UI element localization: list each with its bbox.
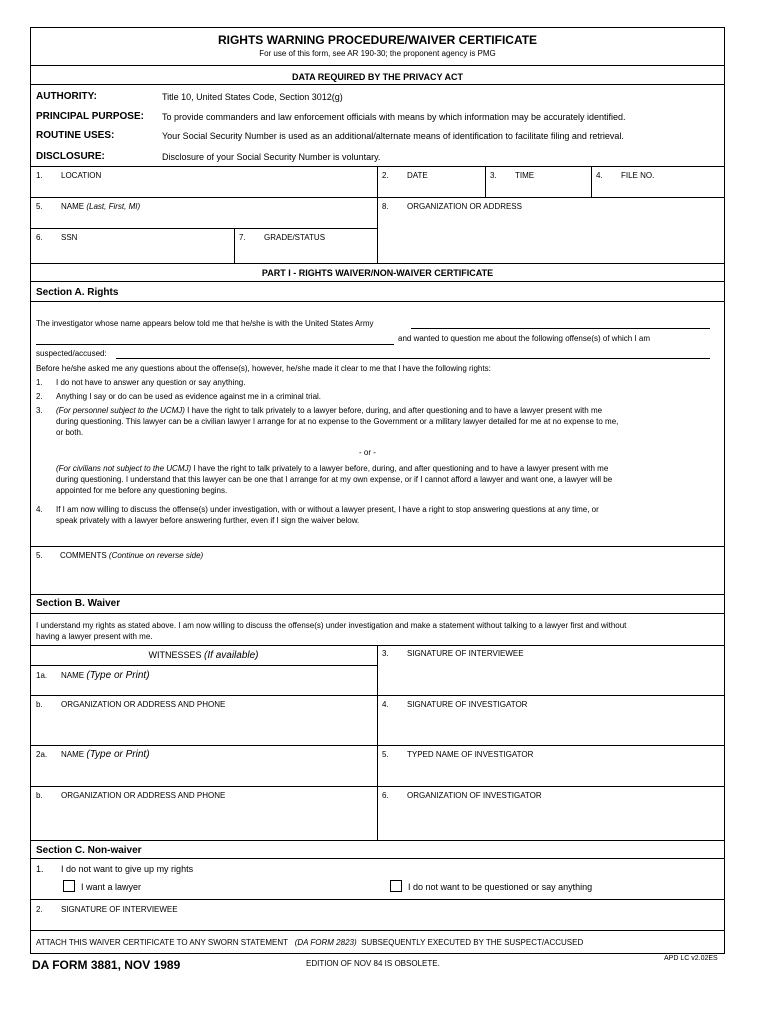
witness1-name-hint: (Type or Print): [86, 670, 150, 681]
field-num: 1.: [36, 864, 44, 874]
divider: [30, 263, 725, 264]
divider: [30, 613, 725, 614]
time-label[interactable]: TIME: [515, 171, 535, 180]
field-num: 2.: [382, 171, 389, 180]
divider: [30, 301, 725, 302]
divider: [30, 594, 725, 595]
nonwaiver-statement: I do not want to give up my rights: [61, 864, 194, 874]
edition-note: EDITION OF NOV 84 IS OBSOLETE.: [306, 959, 440, 968]
field-num: b.: [36, 791, 43, 800]
witness2-name-hint: (Type or Print): [86, 749, 150, 760]
section-b-title: Section B. Waiver: [36, 598, 121, 609]
nonwaiver-signature-label[interactable]: SIGNATURE OF INTERVIEWEE: [61, 905, 178, 914]
privacy-text-purpose: To provide commanders and law enforcement officials with means by which information may be accurately identified.: [162, 112, 626, 122]
name-hint: (Last, First, MI): [86, 202, 141, 211]
section-a-title: Section A. Rights: [36, 287, 119, 298]
grade-status-label[interactable]: GRADE/STATUS: [264, 233, 326, 242]
section-c-title: Section C. Non-waiver: [36, 845, 142, 856]
witness2-org-label[interactable]: ORGANIZATION OR ADDRESS AND PHONE: [61, 791, 226, 800]
divider: [377, 166, 378, 263]
divider: [30, 228, 377, 229]
privacy-header: DATA REQUIRED BY THE PRIVACY ACT: [291, 72, 463, 82]
right-4-line1: If I am now willing to discuss the offense(s) under investigation, with or without a lawyer present, I have a right to stop answering questions at any time, or: [56, 505, 599, 514]
field-num: b.: [36, 700, 43, 709]
civilian-line1: [56, 463, 608, 474]
field-num: 4.: [382, 700, 389, 709]
name-label[interactable]: [61, 202, 140, 211]
want-lawyer-checkbox[interactable]: [63, 880, 75, 892]
divider: [30, 899, 725, 900]
organization-label[interactable]: ORGANIZATION OR ADDRESS: [407, 202, 522, 211]
attach-instruction: [36, 938, 583, 947]
offense-line[interactable]: [116, 358, 710, 359]
civilian-qualifier: (For civilians not subject to the UCMJ): [56, 464, 192, 473]
divider: [30, 840, 725, 841]
right-num: 1.: [36, 378, 43, 387]
intro-continuation-line[interactable]: [36, 344, 394, 345]
part1-header: PART I - RIGHTS WAIVER/NON-WAIVER CERTIFICATE: [261, 268, 494, 278]
right-3-qualifier: (For personnel subject to the UCMJ): [56, 406, 185, 415]
civilian-line2: during questioning. I understand that this lawyer can be one that I arrange for at my own expense, or if I cannot afford a lawyer and want one, a lawyer will be: [56, 475, 613, 484]
name-label-text: NAME: [61, 202, 85, 211]
field-num: 4.: [596, 171, 603, 180]
divider: [234, 228, 235, 263]
section-a-intro3: suspected/accused:: [36, 349, 107, 358]
attach-pre: ATTACH THIS WAIVER CERTIFICATE TO ANY SWORN STATEMENT: [36, 938, 289, 947]
no-questioning-checkbox[interactable]: [390, 880, 402, 892]
right-num: 4.: [36, 505, 43, 514]
field-num: 3.: [490, 171, 497, 180]
divider: [30, 930, 725, 931]
version-tag: APD LC v2.02ES: [664, 955, 718, 962]
right-2: Anything I say or do can be used as evidence against me in a criminal trial.: [56, 392, 322, 401]
attach-form-ref: (DA FORM 2823): [294, 938, 357, 947]
section-a-intro1: The investigator whose name appears below told me that he/she is with the United States Army: [36, 319, 374, 328]
divider: [485, 166, 486, 197]
section-a-intro2: and wanted to question me about the following offense(s) of which I am: [398, 334, 651, 343]
field-num: 7.: [239, 233, 246, 242]
field-num: 8.: [382, 202, 389, 211]
waiver-text2: having a lawyer present with me.: [36, 632, 153, 641]
date-label[interactable]: DATE: [407, 171, 428, 180]
want-lawyer-label: I want a lawyer: [81, 882, 142, 892]
right-3-line2: during questioning. This lawyer can be a civilian lawyer I arrange for at no expense to the Government or a military lawyer detailed for me at no expense to me,: [56, 417, 619, 426]
location-label[interactable]: LOCATION: [61, 171, 102, 180]
right-num: 2.: [36, 392, 43, 401]
witness1-name-text: NAME: [61, 671, 85, 680]
divider: [30, 858, 725, 859]
witnesses-header: [30, 650, 377, 661]
interviewee-signature-label[interactable]: SIGNATURE OF INTERVIEWEE: [407, 649, 524, 658]
divider: [30, 281, 725, 282]
divider: [30, 546, 725, 547]
privacy-text-disclosure: Disclosure of your Social Security Number is voluntary.: [162, 152, 381, 162]
privacy-label-authority: AUTHORITY:: [36, 91, 97, 102]
witness2-name-text: NAME: [61, 750, 85, 759]
field-num: 1.: [36, 171, 43, 180]
divider: [30, 786, 725, 787]
right-4-line2: speak privately with a lawyer before answering further, even if I sign the waiver below.: [56, 516, 360, 525]
witnesses-label: WITNESSES: [148, 650, 202, 660]
field-num: 5.: [36, 202, 43, 211]
field-num: 1a.: [36, 671, 48, 680]
section-a-intro4: Before he/she asked me any questions about the offense(s), however, he/she made it clear to me that I have the following rights:: [36, 364, 491, 373]
divider: [30, 695, 725, 696]
privacy-label-purpose: PRINCIPAL PURPOSE:: [36, 111, 144, 122]
no-questioning-label: I do not want to be questioned or say anything: [408, 882, 593, 892]
comments-hint: (Continue on reverse side): [108, 551, 204, 560]
divider: [591, 166, 592, 197]
civilian-line3: appointed for me before any questioning begins.: [56, 486, 228, 495]
file-no-label[interactable]: FILE NO.: [621, 171, 655, 180]
comments-label-text: COMMENTS: [60, 551, 107, 560]
right-1: I do not have to answer any question or say anything.: [56, 378, 246, 387]
privacy-text-routine: Your Social Security Number is used as an additional/alternate means of identification to facilitate filing and retrieval.: [162, 131, 624, 141]
privacy-label-disclosure: DISCLOSURE:: [36, 151, 105, 162]
divider: [30, 65, 725, 66]
form-number: DA FORM 3881, NOV 1989: [32, 958, 181, 972]
waiver-text1: I understand my rights as stated above. I am now willing to discuss the offense(s) under investigation and make a statement without talking to a lawyer first and without: [36, 621, 627, 630]
comments-label[interactable]: [60, 550, 203, 561]
privacy-text-authority: Title 10, United States Code, Section 3012(g): [162, 92, 343, 102]
investigator-signature-label[interactable]: SIGNATURE OF INVESTIGATOR: [407, 700, 528, 709]
witnesses-hint: (If available): [204, 650, 259, 661]
witness1-org-label[interactable]: ORGANIZATION OR ADDRESS AND PHONE: [61, 700, 226, 709]
ssn-label[interactable]: SSN: [61, 233, 78, 242]
field-num: 6.: [382, 791, 389, 800]
witness1-name-label[interactable]: [61, 670, 150, 681]
divider: [30, 84, 725, 85]
field-num: 5.: [36, 551, 43, 560]
civilian-text: I have the right to talk privately to a lawyer before, during, and after questioning and to have a lawyer present with me: [191, 464, 609, 473]
investigator-org-label[interactable]: ORGANIZATION OF INVESTIGATOR: [407, 791, 542, 800]
right-3-line1: [56, 405, 602, 416]
attach-post: SUBSEQUENTLY EXECUTED BY THE SUSPECT/ACCUSED: [361, 938, 584, 947]
right-3-line3: or both.: [56, 428, 84, 437]
privacy-label-routine: ROUTINE USES:: [36, 130, 115, 141]
right-num: 3.: [36, 406, 43, 415]
divider: [30, 197, 725, 198]
field-num: 3.: [382, 649, 389, 658]
divider: [377, 645, 378, 840]
form-title: RIGHTS WARNING PROCEDURE/WAIVER CERTIFICATE: [217, 33, 538, 47]
field-num: 2.: [36, 905, 43, 914]
right-3-text: I have the right to talk privately to a lawyer before, during, and after questioning and to have a lawyer present with me: [184, 406, 603, 415]
field-num: 5.: [382, 750, 389, 759]
or-separator: - or -: [359, 448, 376, 457]
field-num: 2a.: [36, 750, 48, 759]
investigator-typed-name-label[interactable]: TYPED NAME OF INVESTIGATOR: [407, 750, 534, 759]
witness2-name-label[interactable]: [61, 749, 150, 760]
form-subtitle: For use of this form, see AR 190-30; the proponent agency is PMG: [259, 49, 496, 58]
investigator-unit-line[interactable]: [411, 328, 710, 329]
divider: [30, 745, 725, 746]
divider: [30, 665, 377, 666]
field-num: 6.: [36, 233, 43, 242]
